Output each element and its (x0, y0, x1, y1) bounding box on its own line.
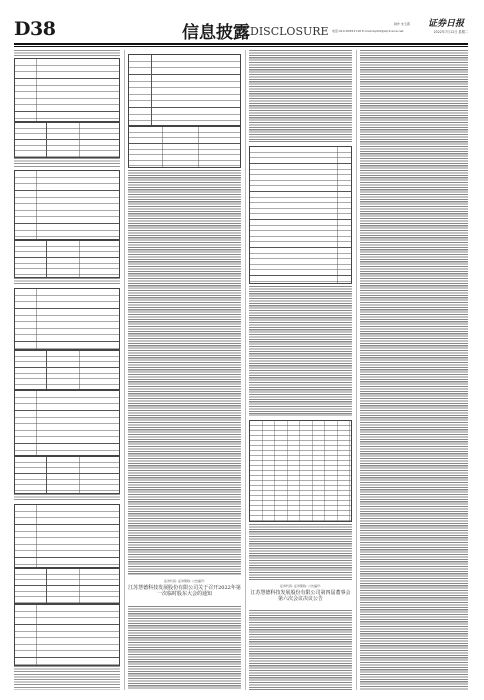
text-block (249, 610, 352, 690)
notice-title: 江苏慧德科技发展股份有限公司第四届董事会第六次会议决议公告 (250, 589, 351, 602)
column-divider (124, 50, 125, 690)
section-title: 信息披露 (182, 23, 250, 43)
data-table (128, 54, 241, 126)
newspaper-logo: 证券日报 (427, 19, 464, 29)
text-block (14, 666, 120, 690)
data-table (14, 456, 120, 494)
text-block (14, 158, 120, 168)
editor-credit: 制作 朱玉霞 (394, 22, 410, 26)
masthead (14, 18, 468, 44)
notice-code-line: 证券代码: 证券简称: 公告编号: (280, 584, 321, 588)
column-4 (360, 50, 468, 690)
column-1 (14, 50, 120, 690)
notice-title: 江苏慧德科技发展股份有限公司关于召开2022年第一次临时股东大会的通知 (128, 584, 241, 597)
text-block (128, 170, 241, 575)
data-table (14, 58, 120, 122)
text-block (249, 524, 352, 580)
data-table (14, 240, 120, 278)
data-table (14, 568, 120, 604)
text-block (360, 50, 468, 690)
notice-headline-1 (128, 578, 241, 598)
notice-headline-2 (249, 583, 352, 603)
vote-table (249, 420, 352, 522)
data-table (128, 126, 241, 168)
column-2 (128, 50, 241, 690)
data-table (14, 170, 120, 240)
notice-code-line: 证券代码: 证券简称: 公告编号: (164, 579, 205, 583)
data-table (14, 350, 120, 390)
text-block (128, 606, 241, 690)
text-block (14, 50, 120, 56)
data-table (14, 288, 120, 350)
text-block (249, 50, 352, 142)
data-table (14, 504, 120, 568)
column-3 (249, 50, 352, 690)
proposal-table (249, 146, 352, 284)
text-block (249, 286, 352, 416)
page-number: D38 (14, 18, 56, 40)
section-title-en: DISCLOSURE (250, 25, 329, 38)
contact-line: 电话:010-83251716 E-mail:zqrb9@zqrb.sina.net (332, 29, 404, 33)
text-block (14, 494, 120, 502)
data-table (14, 390, 120, 456)
column-divider (245, 50, 246, 690)
data-table (14, 122, 120, 158)
data-table (14, 604, 120, 666)
column-divider (356, 50, 357, 690)
issue-date: 2022年7月12日 星期二 (433, 30, 468, 34)
text-block (14, 278, 120, 286)
masthead-rule (14, 43, 468, 45)
masthead-rule-thin (14, 46, 468, 47)
